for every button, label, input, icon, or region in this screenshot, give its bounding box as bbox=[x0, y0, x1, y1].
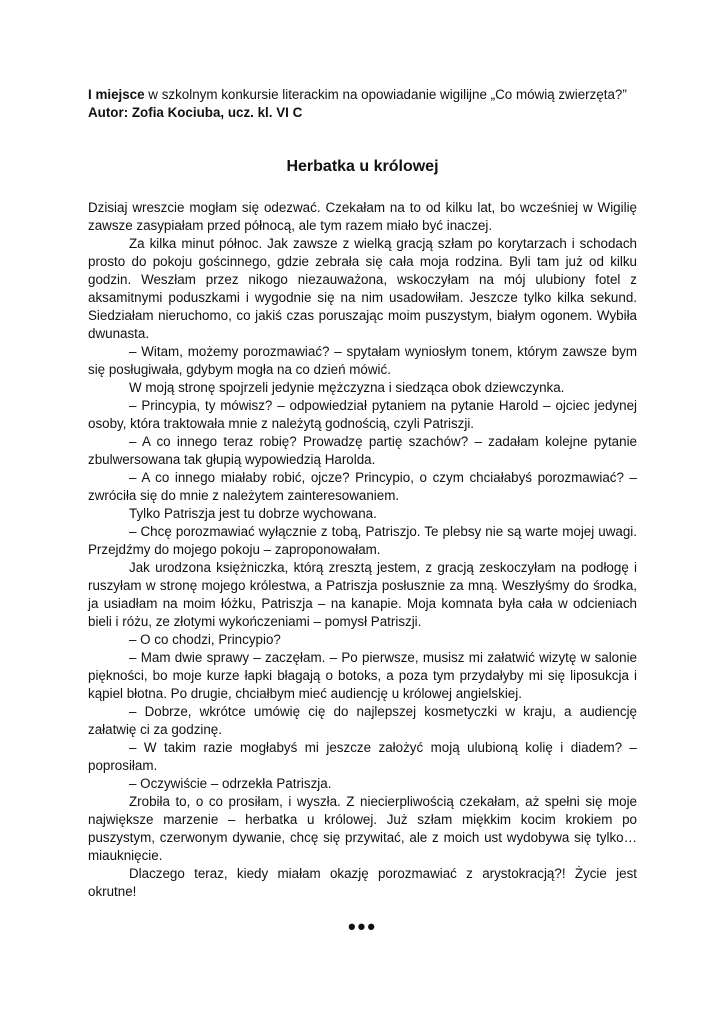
story-paragraph: – Oczywiście – odrzekła Patriszja. bbox=[129, 776, 332, 791]
story-paragraph: Zrobiła to, o co prosiłam, i wyszła. Z niecierpliwością czekałam, aż spełni się moje największe marzenie – herbatka u królowej. Już szłam miękkim kocim krokiem po puszystym, czerwonym dywanie, chcę się przywitać, ale z moich ust wydobywa się tylko… miauknięcie. bbox=[88, 794, 637, 863]
story-paragraph: Dlaczego teraz, kiedy miałam okazję porozmawiać z arystokracją?! Życie jest okrutne! bbox=[88, 866, 637, 899]
award-description: w szkolnym konkursie literackim na opowiadanie wigilijne „Co mówią zwierzęta?” bbox=[144, 87, 627, 102]
document-page bbox=[88, 86, 637, 937]
story-paragraph: Tylko Patriszja jest tu dobrze wychowana. bbox=[129, 506, 377, 521]
story-paragraph: – O co chodzi, Princypio? bbox=[129, 632, 281, 647]
story-paragraph: – Dobrze, wkrótce umówię cię do najlepszej kosmetyczki w kraju, a audiencję załatwię ci za godzinę. bbox=[88, 704, 637, 737]
story-paragraph: – Witam, możemy porozmawiać? – spytałam wyniosłym tonem, którym zawsze bym się posługiwała, gdybym mogła na co dzień mówić. bbox=[88, 344, 637, 377]
story-paragraph: Dzisiaj wreszcie mogłam się odezwać. Czekałam na to od kilku lat, bo wcześniej w Wigilię zawsze zasypiałam przed północą, ale tym razem miało być inaczej. bbox=[88, 200, 637, 233]
story-paragraph: W moją stronę spojrzeli jedynie mężczyzna i siedząca obok dziewczynka. bbox=[129, 380, 565, 395]
end-of-story-mark: ••• bbox=[347, 914, 378, 939]
story-paragraph: – Mam dwie sprawy – zaczęłam. – Po pierwsze, musisz mi załatwić wizytę w salonie piękności, bo moje kurze łapki błagają o botoks, a poza tym przydałyby mi się liposukcja i kąpiel błotna. Po drugie, chciałbym mieć audiencję u królowej angielskiej. bbox=[88, 650, 637, 701]
story-paragraph: Za kilka minut północ. Jak zawsze z wielką gracją szłam po korytarzach i schodach prosto do pokoju gościnnego, gdzie zebrała się cała moja rodzina. Byli tam już od kilku godzin. Weszłam przez nikogo niezauważona, wskoczyłam na mój ulubiony fotel z aksamitnymi poduszkami i wygodnie się na nim usadowiłam. Jeszcze tylko kilka sekund. Siedziałam nieruchomo, co jakiś czas poruszając moim puszystym, białym ogonem. Wybiła dwunasta. bbox=[88, 236, 637, 341]
story-paragraph: – A co innego miałaby robić, ojcze? Princypio, o czym chciałabyś porozmawiać? – zwróciła się do mnie z należytem zainteresowaniem. bbox=[88, 470, 637, 503]
story-body bbox=[88, 199, 637, 901]
story-paragraph: – W takim razie mogłabyś mi jeszcze założyć moją ulubioną kolię i diadem? – poprosiłam. bbox=[88, 740, 637, 773]
author-line: Autor: Zofia Kociuba, ucz. kl. VI C bbox=[88, 104, 303, 120]
story-paragraph: – A co innego teraz robię? Prowadzę partię szachów? – zadałam kolejne pytanie zbulwersowana tak głupią wypowiedzią Harolda. bbox=[88, 434, 637, 467]
story-paragraph: Jak urodzona księżniczka, którą zresztą jestem, z gracją zeskoczyłam na podłogę i ruszyłam w stronę mojego królestwa, a Patriszja posłusznie za mną. Weszłyśmy do środka, ja usiadłam na moim łóżku, Patriszja – na kanapie. Moja komnata była cała w odcieniach bieli i różu, ze złotymi wykończeniami – pomysł Patriszji. bbox=[88, 560, 637, 629]
story-paragraph: – Chcę porozmawiać wyłącznie z tobą, Patriszjo. Te plebsy nie są warte mojej uwagi. Przejdźmy do mojego pokoju – zaproponowałam. bbox=[88, 524, 637, 557]
story-paragraph: – Princypia, ty mówisz? – odpowiedział pytaniem na pytanie Harold – ojciec jedynej osoby, która traktowała mnie z należytą godnością, czyli Patriszji. bbox=[88, 398, 637, 431]
award-place: I miejsce bbox=[88, 87, 145, 102]
story-title: Herbatka u królowej bbox=[286, 158, 439, 175]
award-line bbox=[88, 86, 637, 104]
